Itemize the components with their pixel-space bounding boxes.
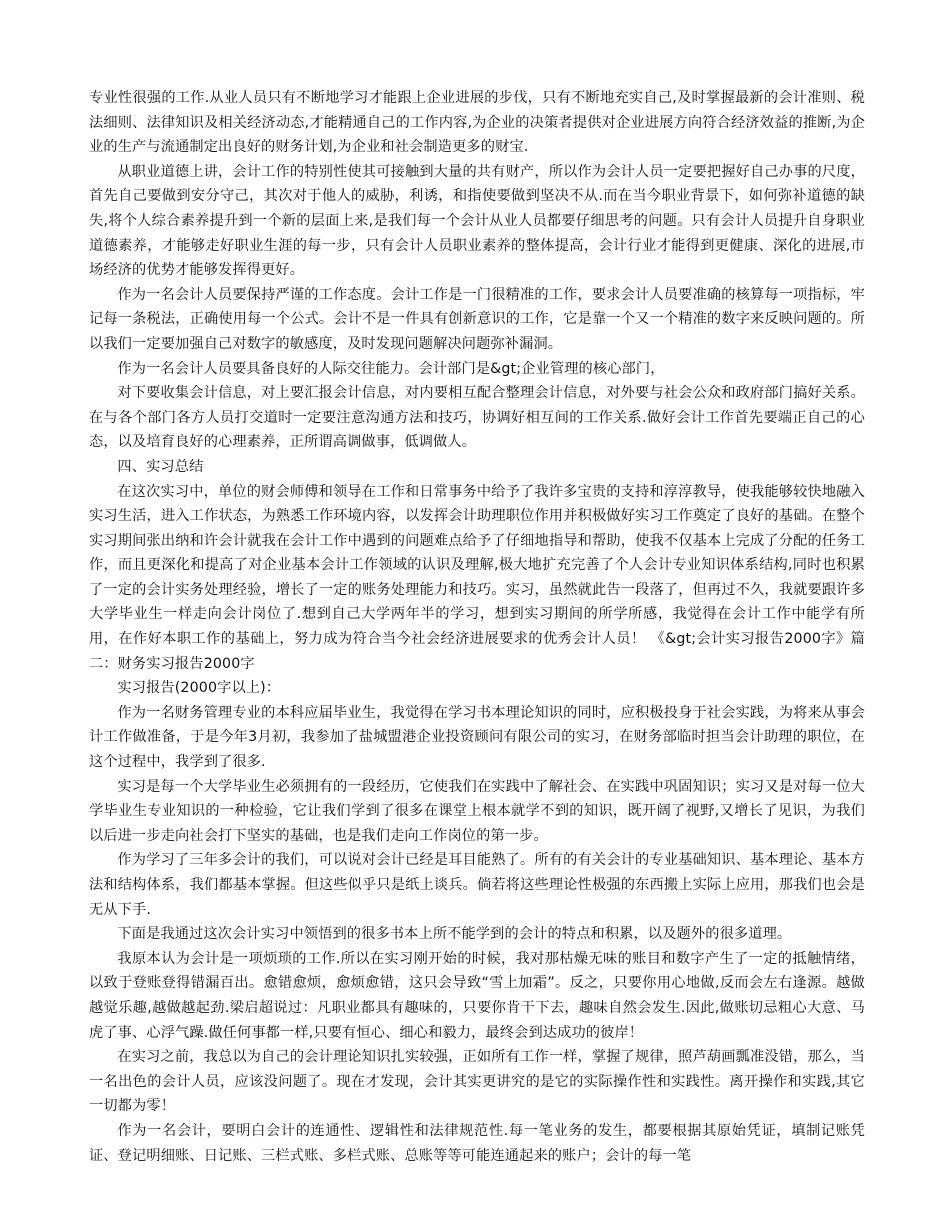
paragraph: 专业性很强的工作.从业人员只有不断地学习才能跟上企业进展的步伐，只有不断地充实自己,及时掌握最新的会计准则、税法细则、法律知识及相关经济动态,才能精通自己的工作内容,为企业的决策者提供对企业进展方向符合经济效益的推断,为企业的生产与流通制定出良好的财务计划,为企业和社会制造更多的财宝. [89,90,865,156]
paragraph: 作为学习了三年多会计的我们，可以说对会计已经是耳目能熟了。所有的有关会计的专业基础知识、基本理论、基本方法和结构体系，我们都基本掌握。但这些似乎只是纸上谈兵。倘若将这些理论性极强的东西搬上实际上应用，那我们也会是无从下手. [89,852,865,918]
document-body [89,86,865,1168]
paragraph: 作为一名财务管理专业的本科应届毕业生，我觉得在学习书本理论知识的同时，应积极投身于社会实践，为将来从事会计工作做准备，于是今年3月初，我参加了盐城盟港企业投资顾问有限公司的实习，在财务部临时担当会计助理的职位，在这个过程中，我学到了很多. [89,704,865,771]
paragraph: 实习是每一个大学毕业生必须拥有的一段经历，它使我们在实践中了解社会、在实践中巩固知识；实习又是对每一位大学毕业生专业知识的一种检验，它让我们学到了很多在课堂上根本就学不到的知识，既开阔了视野,又增长了见识，为我们以后进一步走向社会打下坚实的基础，也是我们走向工作岗位的第一步。 [89,778,865,844]
paragraph: 作为一名会计人员要保持严谨的工作态度。会计工作是一门很精准的工作，要求会计人员要准确的核算每一项指标，牢记每一条税法，正确使用每一个公式。会计不是一件具有创新意识的工作，它是靠一个又一个精准的数字来反映问题的。所以我们一定要加强自己对数字的敏感度，及时发现问题解决问题弥补漏洞。 [89,286,865,352]
paragraph: 作为一名会计，要明白会计的连通性、逻辑性和法律规范性.每一笔业务的发生，都要根据其原始凭证，填制记账凭证、登记明细账、日记账、三栏式账、多栏式账、总账等等可能连通起来的账户；会计的每一笔 [89,1122,865,1164]
paragraph: 对下要收集会计信息，对上要汇报会计信息，对内要相互配合整理会计信息，对外要与社会公众和政府部门搞好关系。在与各个部门各方人员打交道时一定要注意沟通方法和技巧，协调好相互间的工作关系.做好会计工作首先要端正自己的心态，以及培育良好的心理素养，正所谓高调做事，低调做人。 [89,385,865,451]
paragraph: 实习报告(2000字以上)： [117,680,281,697]
paragraph: 下面是我通过这次会计实习中领悟到的很多书本上所不能学到的会计的特点和积累，以及题外的很多道理。 [117,926,792,943]
section-heading: 四、实习总结 [117,458,204,475]
paragraph: 在这次实习中，单位的财会师傅和领导在工作和日常事务中给予了我许多宝贵的支持和淳淳教导，使我能够较快地融入实习生活，进入工作状态，为熟悉工作环境内容，以发挥会计助理职位作用并积极做好实习工作奠定了良好的基础。在整个实习期间张出纳和许会计就我在会计工作中遇到的问题难点给予了仔细地指导和帮助，使我不仅基本上完成了分配的任务工作，而且更深化和提高了对企业基本会计工作领域的认识及理解,极大地扩充完善了个人会计专业知识体系结构,同时也积累了一定的会计实务处理经验，增长了一定的账务处理能力和技巧。实习，虽然就此告一段落了，但再过不久，我就要跟许多大学毕业生一样走向会计岗位了.想到自己大学两年半的学习，想到实习期间的所学所感，我觉得在会计工作中能学有所用，在作好本职工作的基础上，努力成为符合当今社会经济进展要求的优秀会计人员！ 《&gt;会计实习报告2000字》篇二：财务实习报告2000字 [89,483,865,672]
paragraph: 我原本认为会计是一项烦琐的工作.所以在实习刚开始的时候，我对那枯燥无味的账目和数字产生了一定的抵触情绪，以致于登账登得错漏百出。愈错愈烦，愈烦愈错，这只会导致“雪上加霜”。反之，只要你用心地做,反而会左右逢源。越做越觉乐趣,越做越起劲.梁启超说过：凡职业都具有趣味的，只要你肯干下去，趣味自然会发生.因此,做账切忌粗心大意、马虎了事、心浮气躁.做任何事都一样,只要有恒心、细心和毅力，最终会到达成功的彼岸！ [89,950,865,1041]
paragraph: 在实习之前，我总以为自己的会计理论知识扎实较强，正如所有工作一样，掌握了规律，照芦葫画瓢准没错，那么，当一名出色的会计人员，应该没问题了。现在才发现，会计其实更讲究的是它的实际操作性和实践性。离开操作和实践,其它一切都为零！ [89,1049,865,1115]
paragraph: 从职业道德上讲，会计工作的特别性使其可接触到大量的共有财产，所以作为会计人员一定要把握好自己办事的尺度，首先自己要做到安分守己，其次对于他人的威胁，利诱，和指使要做到坚决不从.而在当今职业背景下，如何弥补道德的缺失,将个人综合素养提升到一个新的层面上来,是我们每一个会计从业人员都要仔细思考的问题。只有会计人员提升自身职业道德素养，才能够走好职业生涯的每一步，只有会计人员职业素养的整体提高，会计行业才能得到更健康、深化的进展,市场经济的优势才能够发挥得更好。 [89,163,865,279]
paragraph: 作为一名会计人员要具备良好的人际交往能力。会计部门是&gt;企业管理的核心部门， [117,360,665,377]
